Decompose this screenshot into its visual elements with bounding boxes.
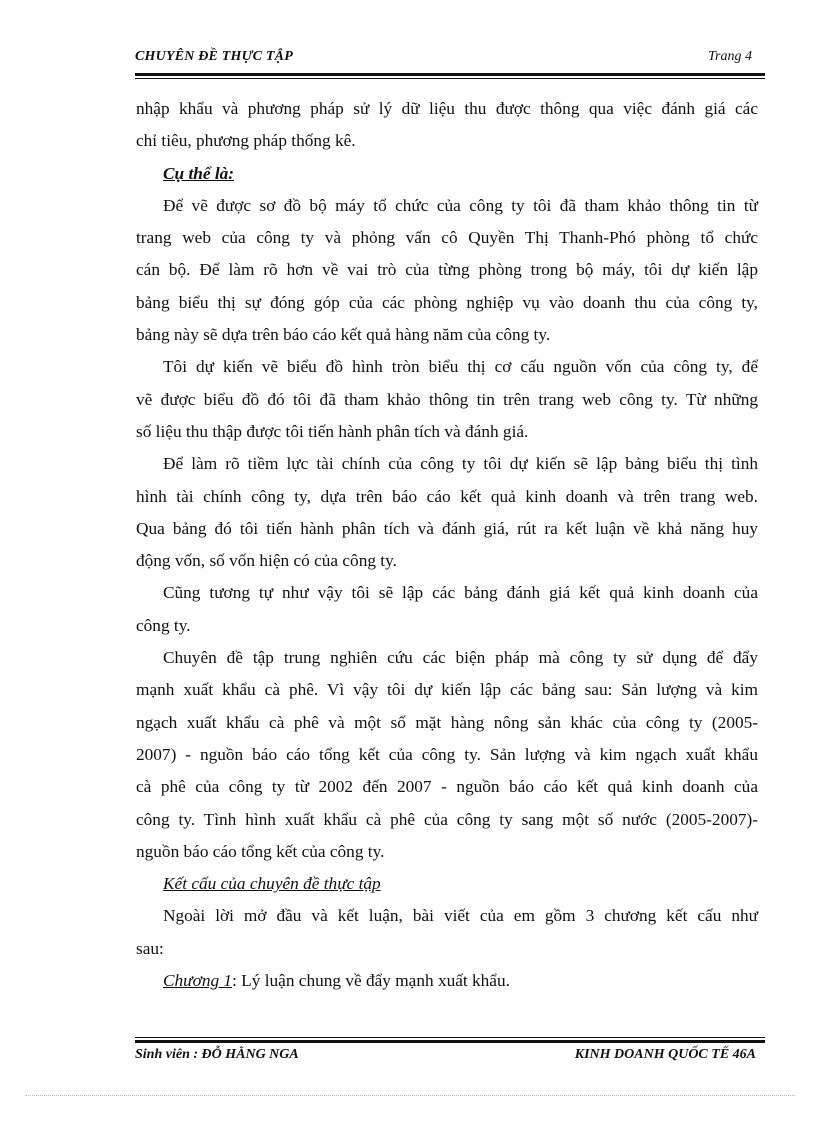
page-bottom-dotted-divider [25, 1095, 795, 1096]
page-header [135, 49, 760, 69]
footer-student: Sinh viên : ĐỖ HẰNG NGA [135, 1047, 299, 1062]
page-footer [135, 1047, 760, 1067]
paragraph-line: chỉ tiêu, phương pháp thống kê. [136, 131, 356, 151]
paragraph-line: sau: [136, 938, 164, 958]
footer-rule-thick [135, 1040, 765, 1043]
subsection-heading [136, 868, 758, 900]
chapter-line [136, 965, 758, 997]
subsection-heading-text: Kết cấu của chuyên đề thực tập [163, 874, 381, 894]
section-heading [136, 158, 758, 190]
paragraph-line: Chuyên đề tập trung nghiên cứu các biện pháp mà công ty sử dụng để đẩy [163, 648, 758, 668]
chapter-label: Chương 1 [163, 971, 233, 991]
chapter-title: : Lý luận chung về đẩy mạnh xuất khẩu. [232, 971, 510, 991]
paragraph-line: Cũng tương tự như vậy tôi sẽ lập các bảng đánh giá kết quả kinh doanh của [163, 583, 758, 603]
paragraph-line: hình tài chính công ty, dựa trên báo cáo kết quả kinh doanh và trên trang web. [136, 486, 758, 506]
paragraph-line: nguồn báo cáo tổng kết của công ty. [136, 841, 385, 861]
footer-major: KINH DOANH QUỐC TẾ 46A [574, 1047, 756, 1062]
header-rule-thick [135, 73, 765, 76]
paragraph-line: số liệu thu thập được tôi tiến hành phân tích và đánh giá. [136, 421, 529, 441]
paragraph-line: Ngoài lời mở đầu và kết luận, bài viết của em gồm 3 chương kết cấu như [163, 906, 758, 926]
paragraph-line: 2007) - nguồn báo cáo tổng kết của công ty. Sản lượng và kim ngạch xuất khẩu [136, 744, 758, 764]
paragraph-line: ngạch xuất khẩu cà phê và một số mặt hàng nông sản khác của công ty (2005- [136, 712, 758, 732]
header-page-number: Trang 4 [708, 49, 752, 64]
paragraph-line: bảng biểu thị sự đóng góp của các phòng nghiệp vụ vào doanh thu của công ty, [136, 292, 758, 312]
paragraph-line: công ty. Tình hình xuất khẩu cà phê của công ty sang một số nước (2005-2007)- [136, 809, 758, 829]
paragraph-line: Để vẽ được sơ đồ bộ máy tổ chức của công ty tôi đã tham khảo thông tin từ [163, 195, 758, 215]
header-title: CHUYÊN ĐỀ THỰC TẬP [135, 49, 293, 64]
paragraph-line: nhập khẩu và phương pháp sử lý dữ liệu thu được thông qua việc đánh giá các [136, 99, 758, 118]
paragraph-line: cà phê của công ty từ 2002 đến 2007 - nguồn báo cáo kết quả kinh doanh của [136, 777, 758, 797]
paragraph-line: Qua bảng đó tôi tiến hành phân tích và đánh giá, rút ra kết luận về khả năng huy [136, 518, 758, 538]
paragraph-line: mạnh xuất khẩu cà phê. Vì vậy tôi dự kiến lập các bảng sau: Sản lượng và kim [136, 680, 758, 700]
paragraph-line: động vốn, số vốn hiện có của công ty. [136, 551, 397, 571]
header-rule-thin [135, 78, 765, 79]
body-text [136, 93, 758, 997]
paragraph-line: bảng này sẽ dựa trên báo cáo kết quả hàng năm của công ty. [136, 325, 551, 345]
paragraph-line: công ty. [136, 615, 191, 635]
paragraph-line: Để làm rõ tiềm lực tài chính của công ty tôi dự kiến sẽ lập bảng biểu thị tình [163, 454, 758, 474]
footer-rule-thin [135, 1037, 765, 1038]
paragraph-line: cán bộ. Để làm rõ hơn về vai trò của từng phòng trong bộ máy, tôi dự kiến lập [136, 260, 758, 280]
paragraph-line: trang web của công ty và phỏng vấn cô Quyền Thị Thanh-Phó phòng tổ chức [136, 228, 758, 248]
paragraph-line: vẽ được biểu đồ đó tôi đã tham khảo thông tin trên trang web công ty. Từ những [136, 389, 758, 409]
heading-text: Cụ thể là: [163, 163, 235, 183]
paragraph-line: Tôi dự kiến vẽ biểu đồ hình tròn biểu thị cơ cấu nguồn vốn của công ty, để [163, 357, 758, 377]
